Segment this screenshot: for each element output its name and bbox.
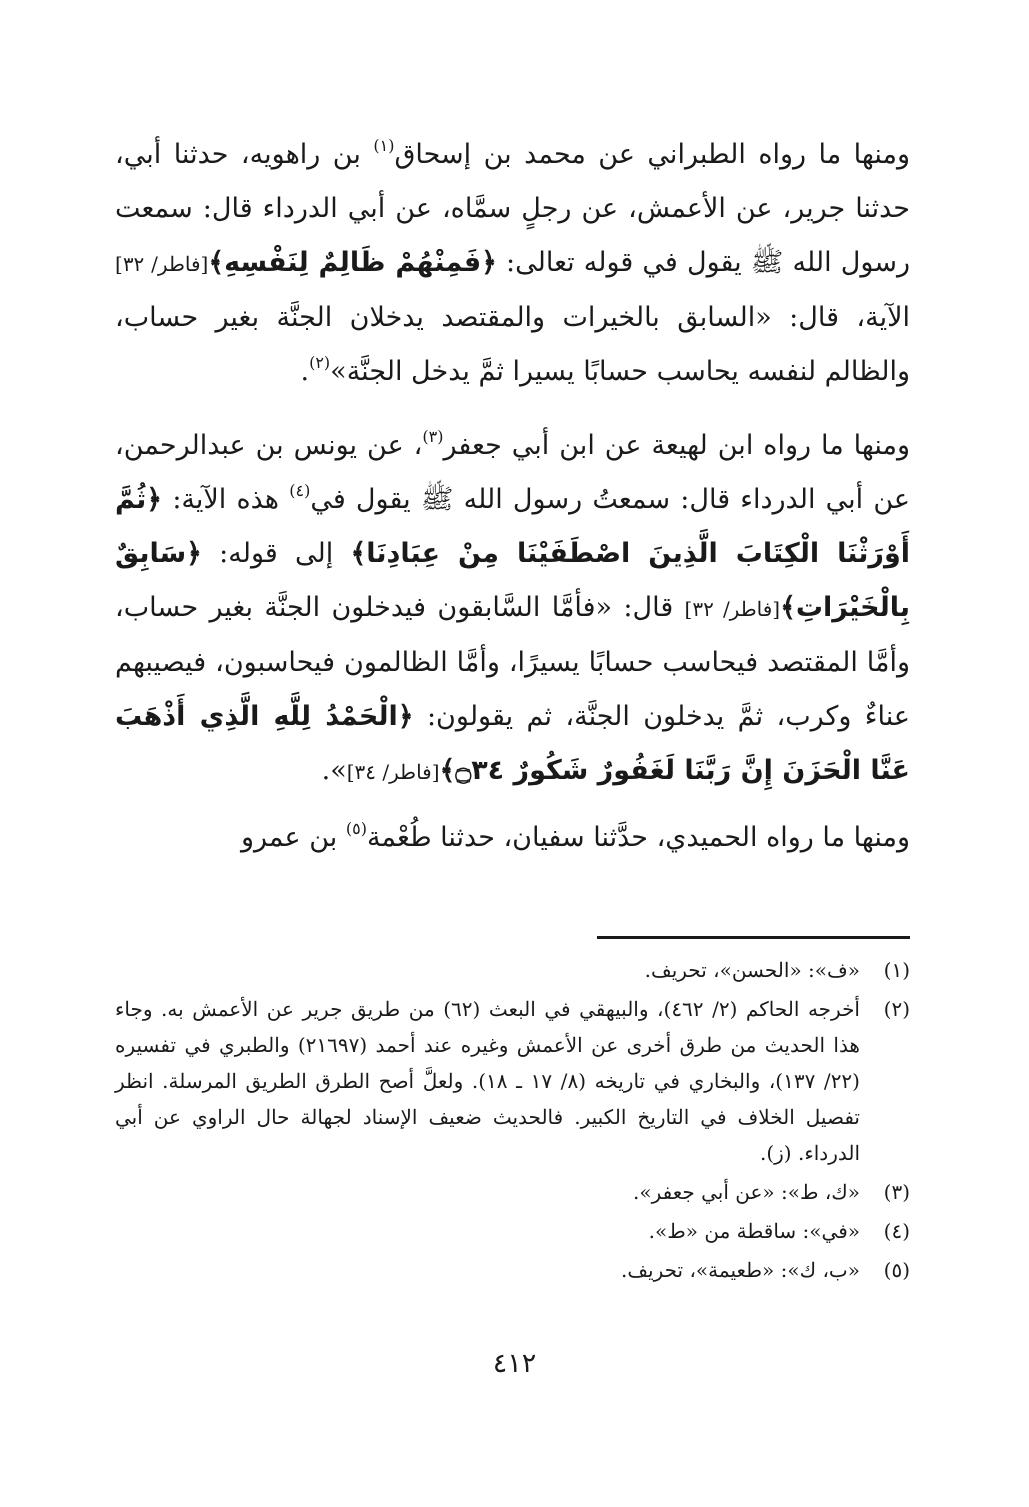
footnote-item xyxy=(115,952,910,988)
verse-reference: [فاطر/ ٣٤] xyxy=(346,760,440,784)
footnote-item xyxy=(115,1252,910,1288)
paragraph-2 xyxy=(115,419,910,799)
verse-reference: [فاطر/ ٣٢] xyxy=(115,252,209,276)
text-run: قال: «فأمَّا السَّابقون فيدخلون الجنَّة بغير حساب، وأمَّا المقتصد فيحاسب حسابًا يسيرًا، وأمَّا الظالمون فيحاسبون، فيصيبهم عناءٌ وكرب، ثمَّ يدخلون الجنَّة، ثم يقولون: xyxy=(115,592,910,732)
text-run: ومنها ما رواه الحميدي، حدَّثنا سفيان، حدثنا طُعْمة xyxy=(366,822,910,853)
footnotes xyxy=(115,952,910,1291)
paragraph-1 xyxy=(115,128,910,399)
footnote-text: «في»: ساقطة من «ط». xyxy=(648,1219,860,1243)
quran-verse: ﴿ثُمَّ أَوْرَثْنَا الْكِتَابَ الَّذِينَ اصْطَفَيْنَا مِنْ عِبَادِنَا﴾ xyxy=(115,484,910,569)
text-run: إلى قوله: xyxy=(202,538,351,569)
text-run: ومنها ما رواه ابن لهيعة عن ابن أبي جعفر xyxy=(443,430,910,461)
footnote-number: (٢) xyxy=(883,997,910,1021)
text-run: الآية، قال: «السابق بالخيرات والمقتصد يدخلان الجنَّة بغير حساب، والظالم لنفسه يحاسب حسابًا يسيرا ثمَّ يدخل الجنَّة» xyxy=(115,302,910,387)
footnote-text: أخرجه الحاكم (٢/ ٤٦٢)، والبيهقي في البعث (٦٢) من طريق جرير عن الأعمش به. وجاء هذا الحديث من طرق أخرى عن الأعمش وغيره عند أحمد (٢١٦٩٧) والطبري في تفسيره (٢٢/ ١٣٧)، والبخاري في تاريخه (٨/ ١٧ ـ ١٨). ولعلَّ أصح الطرق الطريق المرسلة. انظر تفصيل الخلاف في التاريخ الكبير. فالحديث ضعيف الإسناد لجهالة حال الراوي عن أبي الدرداء. (ز). xyxy=(115,997,860,1165)
quran-verse: ﴿الْحَمْدُ لِلَّهِ الَّذِي أَذْهَبَ عَنَّا الْحَزَنَ إِنَّ رَبَّنَا لَغَفُورٌ شَكُورٌ ۝٣٤﴾ xyxy=(115,701,910,786)
text-run: ». xyxy=(321,755,347,786)
text-run: ، عن يونس بن عبدالرحمن، عن أبي الدرداء قال: سمعتُ رسول الله ﷺ يقول في xyxy=(115,430,910,515)
text-run: . xyxy=(300,356,310,387)
footnote-text: «ك، ط»: «عن أبي جعفر». xyxy=(632,1180,860,1204)
footnote-ref-1[interactable]: (١) xyxy=(373,136,395,155)
main-text xyxy=(115,128,910,865)
footnote-separator xyxy=(597,936,910,939)
footnote-ref-2[interactable]: (٢) xyxy=(309,353,331,372)
paragraph-3 xyxy=(115,811,910,865)
text-run: بن عمرو xyxy=(240,822,346,853)
quran-verse: ﴿سَابِقٌ بِالْخَيْرَاتِ﴾ xyxy=(115,538,910,623)
text-run: هذه الآية: xyxy=(162,484,290,515)
page-number: ٤١٢ xyxy=(492,1348,537,1379)
footnote-ref-3[interactable]: (٣) xyxy=(422,427,444,446)
text-run: ومنها ما رواه الطبراني عن محمد بن إسحاق xyxy=(394,139,910,170)
footnote-number: (٤) xyxy=(883,1219,910,1243)
verse-reference: [فاطر/ ٣٢] xyxy=(684,597,781,621)
footnote-number: (٥) xyxy=(883,1258,910,1282)
footnote-item xyxy=(115,1174,910,1210)
footnote-number: (١) xyxy=(883,958,910,982)
footnote-ref-4[interactable]: (٤) xyxy=(289,481,311,500)
footnote-ref-5[interactable]: (٥) xyxy=(345,819,367,838)
footnote-text: «ب، ك»: «طعيمة»، تحريف. xyxy=(620,1258,860,1282)
footnote-number: (٣) xyxy=(883,1180,910,1204)
footnote-item xyxy=(115,991,910,1171)
quran-verse: ﴿فَمِنْهُمْ ظَالِمٌ لِنَفْسِهِ﴾ xyxy=(208,247,497,278)
footnote-item xyxy=(115,1213,910,1249)
text-run: بن راهويه، حدثنا أبي، حدثنا جرير، عن الأعمش، عن رجلٍ سمَّاه، عن أبي الدرداء قال: سمعت رسول الله ﷺ يقول في قوله تعالى: xyxy=(115,139,910,278)
footnote-text: «ف»: «الحسن»، تحريف. xyxy=(644,958,860,982)
